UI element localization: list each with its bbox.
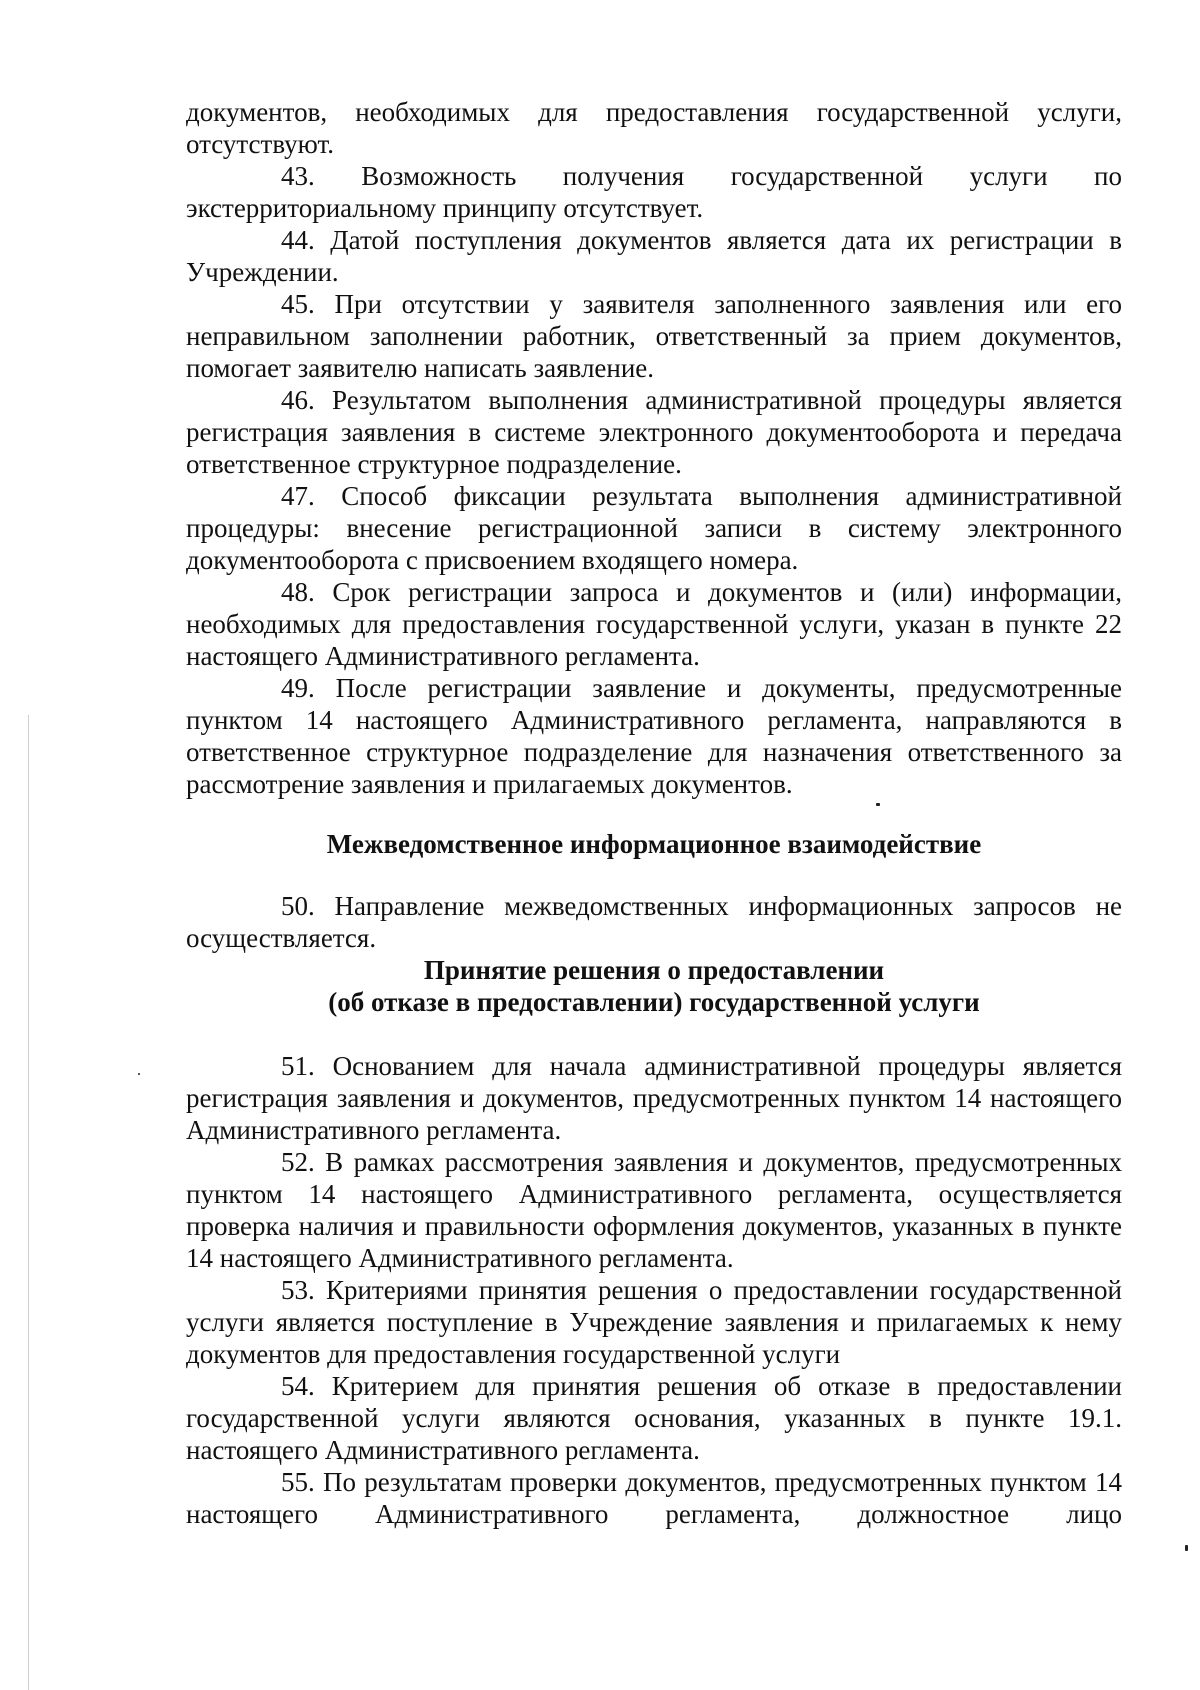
section-heading-decision-line2: (об отказе в предоставлении) государственной услуги	[328, 987, 980, 1017]
paragraph-47: 47. Способ фиксации результата выполнения административной процедуры: внесение регистрационной записи в систему электронного документооборота с присвоением входящего номера.	[186, 481, 1122, 575]
paragraph-43: 43. Возможность получения государственной услуги по экстерриториальному принципу отсутствует.	[186, 161, 1122, 223]
paragraph-48: 48. Срок регистрации запроса и документов и (или) информации, необходимых для предоставления государственной услуги, указан в пункте 22 настоящего Административного регламента.	[186, 577, 1122, 671]
section-heading-interagency: Межведомственное информационное взаимодействие	[326, 829, 982, 859]
scan-speck	[138, 1073, 140, 1075]
paragraph-52: 52. В рамках рассмотрения заявления и документов, предусмотренных пунктом 14 настоящего Административного регламента, осуществляется проверка наличия и правильности оформления документов, указанных в пункте 14 настоящего Административного регламента.	[186, 1147, 1122, 1273]
scan-speck	[1185, 1545, 1188, 1551]
paragraph-54: 54. Критерием для принятия решения об отказе в предоставлении государственной услуги являются основания, указанных в пункте 19.1. настоящего Административного регламента.	[186, 1371, 1122, 1465]
section-heading-decision-line1: Принятие решения о предоставлении	[423, 955, 885, 985]
paragraph-continuation: документов, необходимых для предоставления государственной услуги, отсутствуют.	[186, 97, 1122, 159]
paragraph-46: 46. Результатом выполнения административной процедуры является регистрация заявления в системе электронного документооборота и передача ответственное структурное подразделение.	[186, 385, 1122, 479]
paragraph-51: 51. Основанием для начала административной процедуры является регистрация заявления и документов, предусмотренных пунктом 14 настоящего Административного регламента.	[186, 1051, 1122, 1145]
paragraph-44: 44. Датой поступления документов является дата их регистрации в Учреждении.	[186, 225, 1122, 287]
paragraph-45: 45. При отсутствии у заявителя заполненного заявления или его неправильном заполнении работник, ответственный за прием документов, помогает заявителю написать заявление.	[186, 289, 1122, 383]
document-body	[186, 96, 1122, 1530]
paragraph-53: 53. Критериями принятия решения о предоставлении государственной услуги является поступление в Учреждение заявления и прилагаемых к нему документов для предоставления государственной услуги	[186, 1275, 1122, 1369]
paragraph-55: 55. По результатам проверки документов, предусмотренных пунктом 14 настоящего Административного регламента, должностное лицо	[186, 1467, 1122, 1529]
scan-edge-line	[28, 715, 29, 1690]
paragraph-50: 50. Направление межведомственных информационных запросов не осуществляется.	[186, 891, 1122, 953]
paragraph-49: 49. После регистрации заявление и документы, предусмотренные пунктом 14 настоящего Административного регламента, направляются в ответственное структурное подразделение для назначения ответственного за рассмотрение заявления и прилагаемых документов.	[186, 673, 1122, 799]
